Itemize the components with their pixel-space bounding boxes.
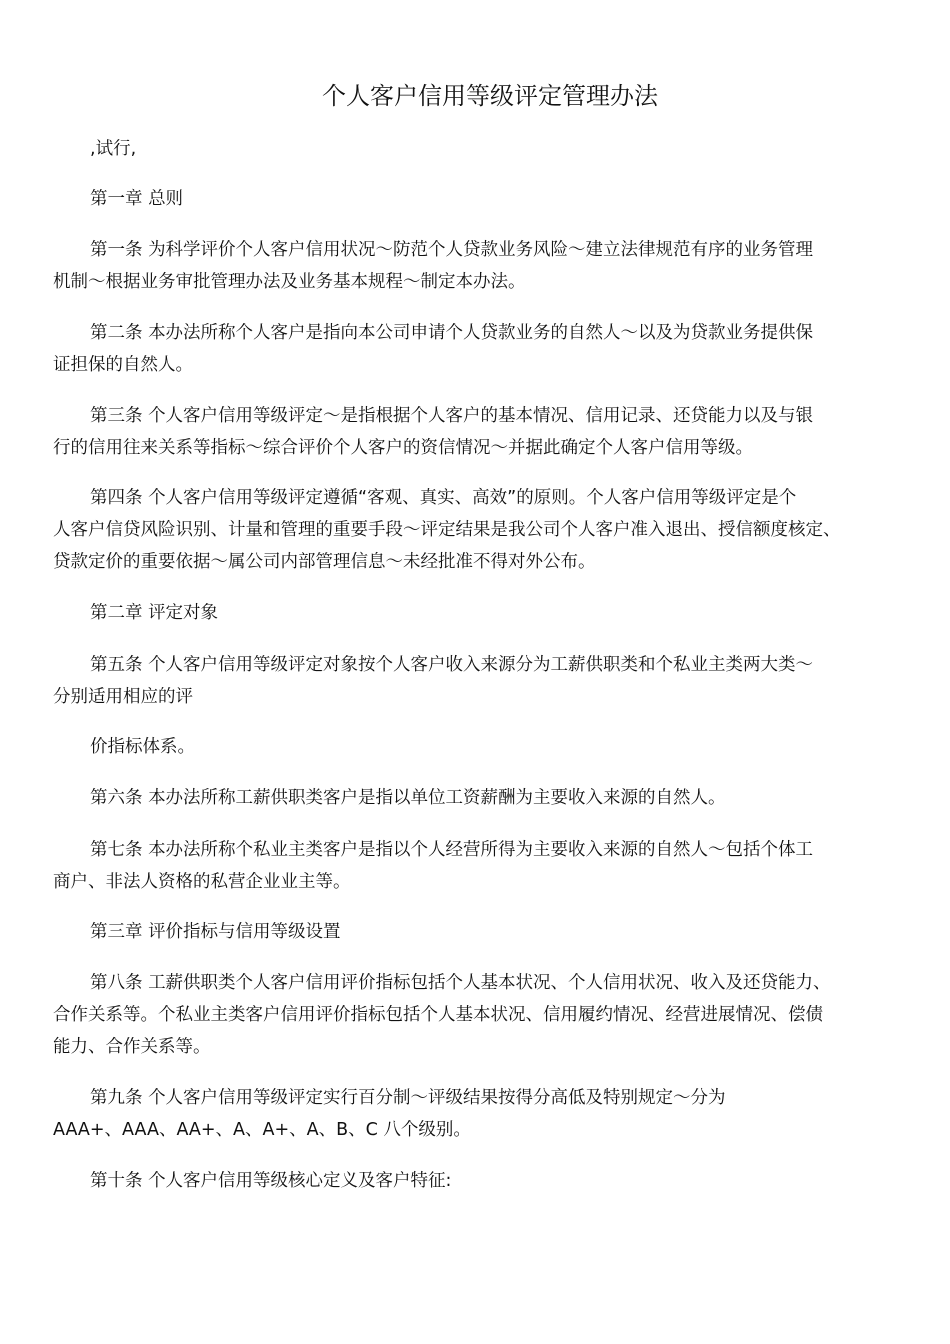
paragraph-trial <box>53 133 913 165</box>
paragraph-line: 第二条 本办法所称个人客户是指向本公司申请个人贷款业务的自然人～以及为贷款业务提供保 <box>90 323 814 343</box>
article-paragraph <box>53 234 913 298</box>
paragraph-line: 第九条 个人客户信用等级评定实行百分制～评级结果按得分高低及特别规定～分为 <box>90 1088 726 1108</box>
paragraph-line: 第八条 工薪供职类个人客户信用评价指标包括个人基本状况、个人信用状况、收入及还贷能力、 <box>90 973 831 993</box>
paragraph-line: 证担保的自然人。 <box>53 355 193 375</box>
article-paragraph <box>53 317 913 381</box>
paragraph-line: 合作关系等。个私业主类客户信用评价指标包括个人基本状况、信用履约情况、经营进展情况、偿债 <box>53 1005 823 1025</box>
paragraph-line: ,试行, <box>90 139 137 159</box>
article-paragraph <box>53 400 913 464</box>
paragraph-line: 第十条 个人客户信用等级核心定义及客户特征: <box>90 1171 452 1191</box>
article-paragraph <box>53 482 913 578</box>
paragraph-line: 人客户信贷风险识别、计量和管理的重要手段～评定结果是我公司个人客户准入退出、授信额度核定、 <box>53 520 841 540</box>
article-paragraph <box>53 1165 913 1197</box>
paragraph-line: AAA+、AAA、AA+、A、A+、A、B、C 八个级别。 <box>53 1120 471 1140</box>
article-paragraph <box>53 731 913 763</box>
document-title: 个人客户信用等级评定管理办法 <box>322 82 658 110</box>
paragraph-line: 价指标体系。 <box>90 737 195 757</box>
paragraph-line: 分别适用相应的评 <box>53 687 193 707</box>
article-paragraph <box>53 782 913 814</box>
paragraph-line: 第三条 个人客户信用等级评定～是指根据个人客户的基本情况、信用记录、还贷能力以及与银 <box>90 406 814 426</box>
paragraph-line: 行的信用往来关系等指标～综合评价个人客户的资信情况～并据此确定个人客户信用等级。 <box>53 438 753 458</box>
article-paragraph <box>53 834 913 898</box>
article-paragraph <box>53 967 913 1063</box>
paragraph-line: 商户、非法人资格的私营企业业主等。 <box>53 872 351 892</box>
paragraph-line: 贷款定价的重要依据～属公司内部管理信息～未经批准不得对外公布。 <box>53 552 596 572</box>
paragraph-line: 第一章 总则 <box>90 189 184 209</box>
chapter-heading <box>53 597 913 629</box>
paragraph-line: 第七条 本办法所称个私业主类客户是指以个人经营所得为主要收入来源的自然人～包括个体工 <box>90 840 814 860</box>
paragraph-line: 第三章 评价指标与信用等级设置 <box>90 922 341 942</box>
article-paragraph <box>53 649 913 713</box>
chapter-heading <box>53 183 913 215</box>
article-paragraph <box>53 1082 913 1146</box>
paragraph-line: 机制～根据业务审批管理办法及业务基本规程～制定本办法。 <box>53 272 526 292</box>
paragraph-line: 第一条 为科学评价个人客户信用状况～防范个人贷款业务风险～建立法律规范有序的业务管理 <box>90 240 814 260</box>
paragraph-line: 第四条 个人客户信用等级评定遵循“客观、真实、高效”的原则。个人客户信用等级评定是个 <box>90 488 797 508</box>
paragraph-line: 能力、合作关系等。 <box>53 1037 211 1057</box>
paragraph-line: 第六条 本办法所称工薪供职类客户是指以单位工资薪酬为主要收入来源的自然人。 <box>90 788 726 808</box>
paragraph-line: 第二章 评定对象 <box>90 603 219 623</box>
paragraph-line: 第五条 个人客户信用等级评定对象按个人客户收入来源分为工薪供职类和个私业主类两大类～ <box>90 655 814 675</box>
chapter-heading <box>53 916 913 948</box>
